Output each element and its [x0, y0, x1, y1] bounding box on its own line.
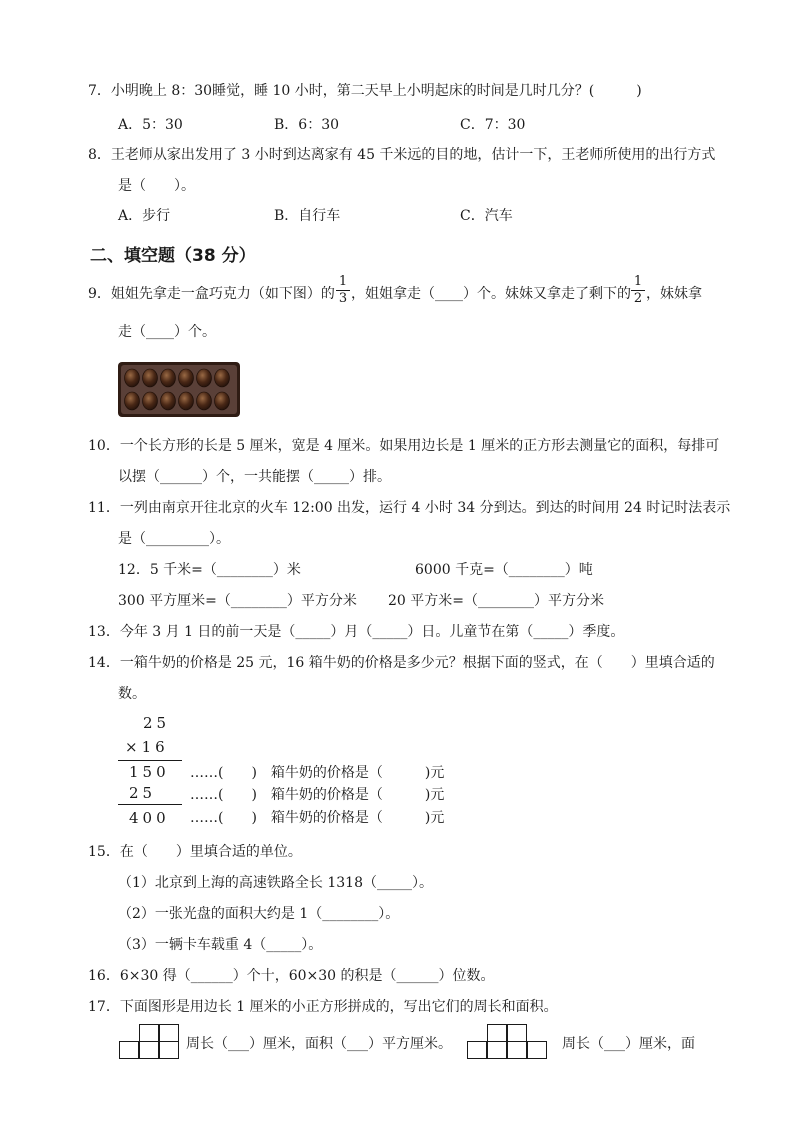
fraction-denominator: 3 [338, 291, 348, 306]
q8-line2: 是（ ）。 [118, 178, 195, 194]
q12-item-d: 20 平方米=（________）平方分米 [388, 593, 604, 609]
q17-figure-2-text: 周长（___）厘米，面 [562, 1036, 695, 1052]
q16-text: 16．6×30 得（______）个十，60×30 的积是（______）位数。 [88, 968, 495, 984]
q9-fraction-one-third [336, 275, 350, 306]
q11-line1: 11．一列由南京开往北京的火车 12:00 出发，运行 4 小时 34 分到达。到达的时间用 24 时记时法表示 [88, 500, 731, 516]
q12-item-b: 6000 千克=（________）吨 [415, 562, 593, 578]
calc-partial-2: 25 [129, 784, 157, 802]
calc-multiplier: ×16 [125, 738, 169, 756]
q9-part1: 9．姐姐先拿走一盒巧克力（如下图）的 [88, 286, 335, 302]
q8-line1: 8．王老师从家出发用了 3 小时到达离家有 45 千米远的目的地，估计一下，王老师所使用的出行方式 [88, 147, 716, 163]
q10-line1: 10．一个长方形的长是 5 厘米，宽是 4 厘米。如果用边长是 1 厘米的正方形去测量它的面积，每排可 [88, 438, 720, 454]
fraction-numerator: 1 [633, 274, 643, 289]
calc-row-3: ……( ) 箱牛奶的价格是（ )元 [190, 810, 445, 826]
fraction-numerator: 1 [338, 274, 348, 289]
q7-text: 7．小明晚上 8：30睡觉，睡 10 小时，第二天早上小明起床的时间是几时几分？( ) [88, 83, 642, 99]
calc-rule-2 [118, 804, 182, 805]
section-heading: 二、填空题（38 分） [90, 246, 256, 266]
q9-fraction-one-half [631, 275, 645, 306]
q17-line1: 17．下面图形是用边长 1 厘米的小正方形拼成的，写出它们的周长和面积。 [88, 999, 558, 1015]
chocolate-box-image [118, 362, 240, 417]
calc-multiplicand: 25 [143, 714, 171, 732]
q8-option-a: A．步行 [118, 208, 171, 224]
q15-item-3: （3）一辆卡车载重 4（_____）。 [118, 937, 323, 953]
q8-option-b: B．自行车 [274, 208, 341, 224]
calc-partial-1: 150 [129, 763, 170, 781]
calc-row-1: ……( ) 箱牛奶的价格是（ )元 [190, 765, 445, 781]
q9-part2: ，姐姐拿走（____）个。妹妹又拿走了剩下的 [351, 286, 631, 302]
fraction-denominator: 2 [633, 291, 643, 306]
q14-line1: 14．一箱牛奶的价格是 25 元，16 箱牛奶的价格是多少元？根据下面的竖式，在（ ）里填合适的 [88, 655, 715, 671]
q9-part3: ，妹妹拿 [646, 286, 702, 302]
q15-item-1: （1）北京到上海的高速铁路全长 1318（_____）。 [118, 875, 433, 891]
q14-line2: 数。 [118, 686, 146, 702]
calc-row-2: ……( ) 箱牛奶的价格是（ )元 [190, 787, 445, 803]
q7-option-b: B．6：30 [274, 117, 340, 133]
q17-figure-1-text: 周长（___）厘米，面积（___）平方厘米。 [186, 1036, 452, 1052]
q12-item-c: 300 平方厘米=（________）平方分米 [118, 593, 357, 609]
q8-option-c: C．汽车 [460, 208, 513, 224]
q13-text: 13．今年 3 月 1 日的前一天是（_____）月（_____）日。儿童节在第（_____）季度。 [88, 624, 625, 640]
q9-line2: 走（____）个。 [118, 324, 216, 340]
q7-option-a: A．5：30 [118, 117, 183, 133]
calc-rule-1 [118, 760, 182, 761]
q15-line1: 15．在（ ）里填合适的单位。 [88, 844, 302, 860]
calc-result: 400 [129, 809, 170, 827]
q12-item-a: 12．5 千米=（________）米 [118, 562, 301, 578]
q10-line2: 以摆（______）个，一共能摆（_____）排。 [118, 469, 391, 485]
q7-option-c: C．7：30 [460, 117, 526, 133]
q11-line2: 是（_________）。 [118, 531, 230, 547]
q15-item-2: （2）一张光盘的面积大约是 1（________）。 [118, 906, 400, 922]
